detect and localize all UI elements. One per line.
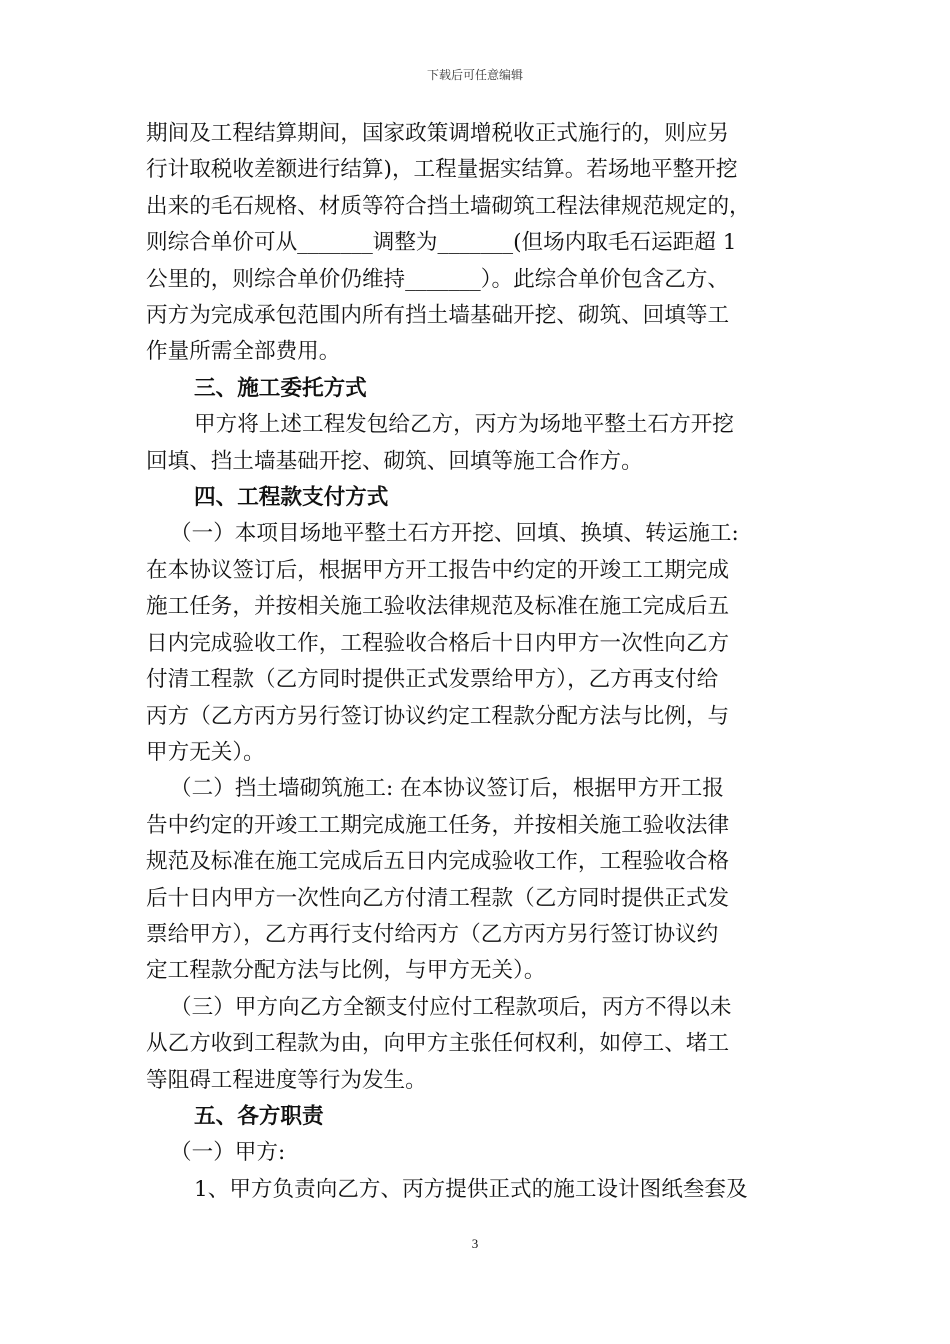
- body-line: 等阻碍工程进度等行为发生。: [146, 1067, 427, 1093]
- body-line: 施工任务，并按相关施工验收法律规范及标准在施工完成后五: [146, 594, 730, 620]
- body-line: 在本协议签订后，根据甲方开工报告中约定的开竣工工期完成: [146, 557, 730, 583]
- body-line: 定工程款分配方法与比例，与甲方无关）。: [146, 958, 546, 984]
- body-line: （一）本项目场地平整土石方开挖、回填、换填、转运施工:: [170, 521, 739, 547]
- body-line: 作量所需全部费用。: [146, 339, 341, 365]
- document-body: [146, 116, 806, 1208]
- body-line: 日内完成验收工作，工程验收合格后十日内甲方一次性向乙方: [146, 630, 730, 656]
- body-line: （二）挡土墙砌筑施工: 在本协议签订后，根据甲方开工报: [170, 776, 724, 802]
- section-heading: 三、施工委托方式: [194, 375, 367, 401]
- body-line: 出来的毛石规格、材质等符合挡土墙砌筑工程法律规范规定的，: [146, 193, 751, 219]
- body-line: 公里的，则综合单价仍维持_______）。此综合单价包含乙方、: [146, 266, 730, 292]
- page-number: 3: [471, 1236, 479, 1251]
- body-line: 从乙方收到工程款为由，向甲方主张任何权利，如停工、堵工: [146, 1031, 730, 1057]
- section-heading: 四、工程款支付方式: [194, 485, 389, 511]
- body-line: 则综合单价可从_______调整为_______(但场内取毛石运距超 1: [146, 230, 737, 256]
- body-line: （三）甲方向乙方全额支付应付工程款项后，丙方不得以未: [170, 994, 732, 1020]
- body-line: 回填、挡土墙基础开挖、砌筑、回填等施工合作方。: [146, 448, 643, 474]
- body-line: 甲方无关）。: [146, 739, 265, 765]
- section-heading: 五、各方职责: [194, 1103, 324, 1129]
- body-line: 期间及工程结算期间，国家政策调增税收正式施行的，则应另: [146, 121, 730, 146]
- body-line: （一）甲方:: [170, 1140, 286, 1166]
- body-line: 丙方为完成承包范围内所有挡土墙基础开挖、砌筑、回填等工: [146, 303, 730, 329]
- body-line: 票给甲方），乙方再行支付给丙方（乙方丙方另行签订协议约: [146, 921, 719, 947]
- body-line: 丙方（乙方丙方另行签订协议约定工程款分配方法与比例，与: [146, 703, 730, 729]
- body-line: 规范及标准在施工完成后五日内完成验收工作，工程验收合格: [146, 849, 730, 875]
- body-line: 付清工程款（乙方同时提供正式发票给甲方），乙方再支付给: [146, 667, 719, 693]
- body-line: 后十日内甲方一次性向乙方付清工程款（乙方同时提供正式发: [146, 885, 730, 911]
- body-line: 1、甲方负责向乙方、丙方提供正式的施工设计图纸叁套及: [194, 1176, 748, 1202]
- page-header: 下载后可任意编辑: [426, 68, 523, 82]
- body-line: 甲方将上述工程发包给乙方，丙方为场地平整土石方开挖: [194, 412, 734, 438]
- body-line: 告中约定的开竣工工期完成施工任务，并按相关施工验收法律: [146, 812, 730, 838]
- body-line: 行计取税收差额进行结算)，工程量据实结算。若场地平整开挖: [146, 157, 738, 183]
